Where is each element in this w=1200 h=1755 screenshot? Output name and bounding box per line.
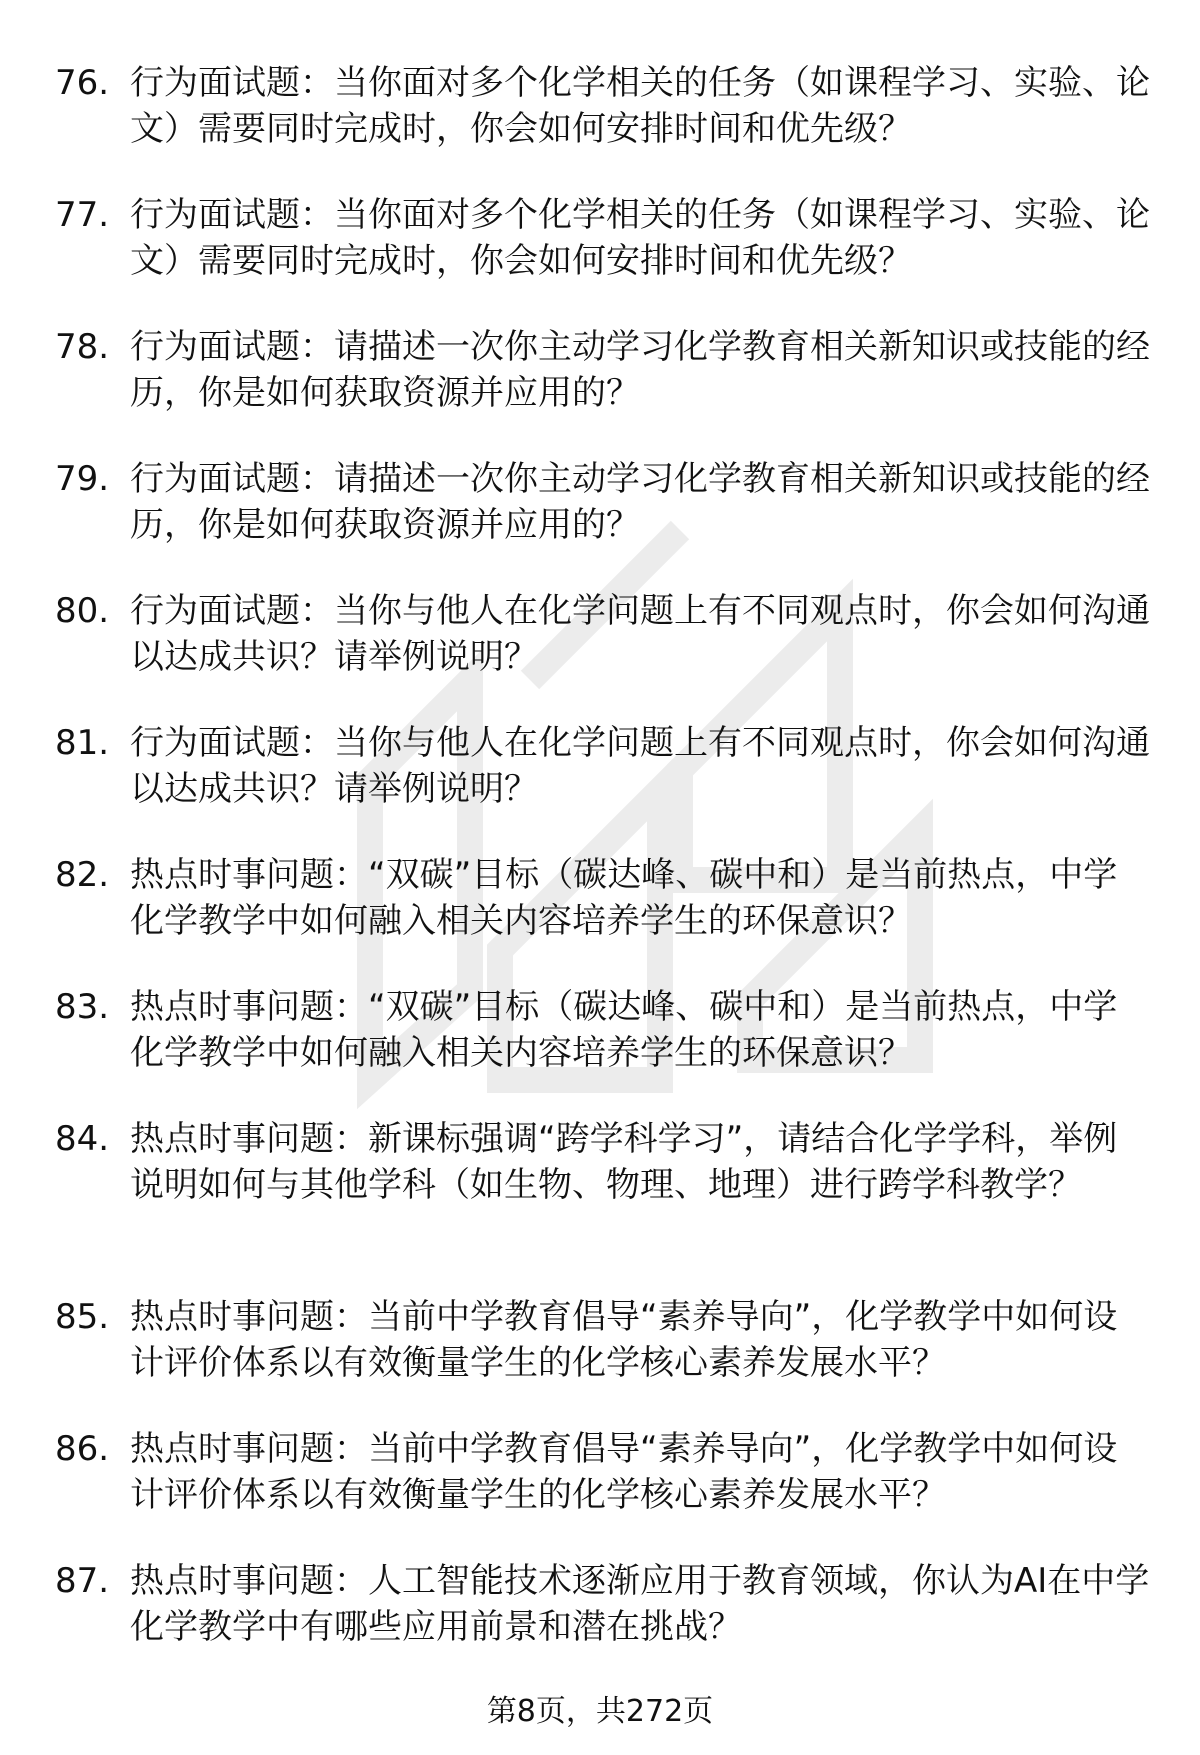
list-item [0,1426,1200,1558]
question-number: 78. [55,327,110,367]
list-item [0,1294,1200,1426]
list-item [0,60,1200,192]
list-item [0,984,1200,1116]
list-item [0,852,1200,984]
question-list [0,60,1200,1690]
list-item [0,1116,1200,1294]
question-text: 热点时事问题：人工智能技术逐渐应用于教育领域，你认为AI在中学化学教学中有哪些应用前景和潜在挑战？ [130,1561,1150,1647]
question-text: 行为面试题：当你与他人在化学问题上有不同观点时，你会如何沟通以达成共识？请举例说明？ [130,591,1150,677]
question-text: 行为面试题：当你面对多个化学相关的任务（如课程学习、实验、论文）需要同时完成时，你会如何安排时间和优先级？ [130,195,1150,281]
question-text: 行为面试题：请描述一次你主动学习化学教育相关新知识或技能的经历，你是如何获取资源并应用的？ [130,327,1150,413]
question-text: 热点时事问题：新课标强调“跨学科学习”，请结合化学学科，举例说明如何与其他学科（如生物、物理、地理）进行跨学科教学？ [130,1119,1118,1205]
question-text: 行为面试题：当你与他人在化学问题上有不同观点时，你会如何沟通以达成共识？请举例说明？ [130,723,1150,809]
question-number: 87. [55,1561,110,1601]
question-number: 82. [55,855,110,895]
list-item [0,588,1200,720]
question-text: 热点时事问题：“双碳”目标（碳达峰、碳中和）是当前热点，中学化学教学中如何融入相关内容培养学生的环保意识？ [130,987,1118,1073]
question-text: 行为面试题：当你面对多个化学相关的任务（如课程学习、实验、论文）需要同时完成时，你会如何安排时间和优先级？ [130,63,1150,149]
question-number: 83. [55,987,110,1027]
question-number: 85. [55,1297,110,1337]
question-number: 84. [55,1119,110,1159]
list-item [0,720,1200,852]
list-item [0,1558,1200,1690]
question-number: 76. [55,63,110,103]
list-item [0,324,1200,456]
list-item [0,192,1200,324]
question-number: 86. [55,1429,110,1469]
list-item [0,456,1200,588]
question-number: 80. [55,591,110,631]
question-text: 行为面试题：请描述一次你主动学习化学教育相关新知识或技能的经历，你是如何获取资源并应用的？ [130,459,1150,545]
question-text: 热点时事问题：当前中学教育倡导“素养导向”，化学教学中如何设计评价体系以有效衡量学生的化学核心素养发展水平？ [130,1297,1118,1383]
page-footer: 第8页，共272页 [486,1694,714,1729]
question-number: 81. [55,723,110,763]
question-text: 热点时事问题：“双碳”目标（碳达峰、碳中和）是当前热点，中学化学教学中如何融入相关内容培养学生的环保意识？ [130,855,1118,941]
question-text: 热点时事问题：当前中学教育倡导“素养导向”，化学教学中如何设计评价体系以有效衡量学生的化学核心素养发展水平？ [130,1429,1118,1515]
question-number: 77. [55,195,110,235]
question-number: 79. [55,459,110,499]
